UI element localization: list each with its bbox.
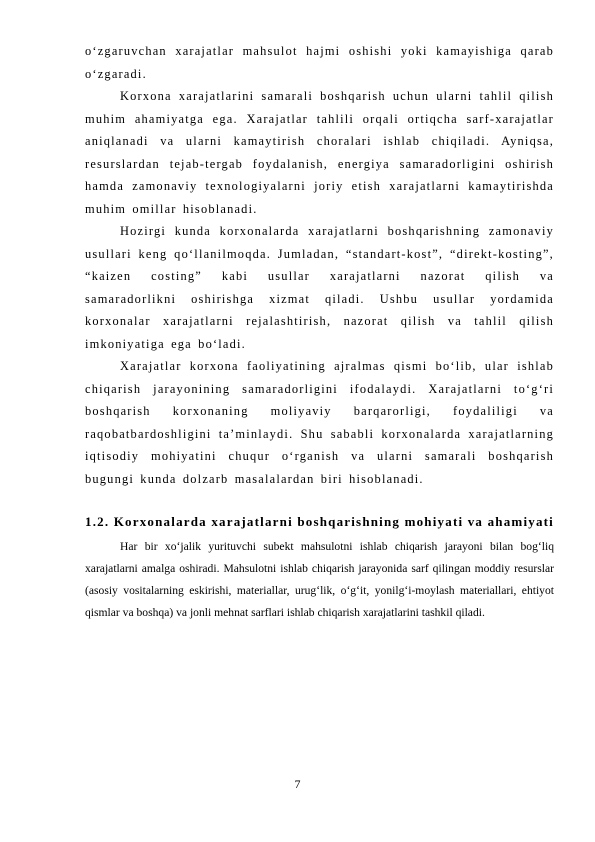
paragraph-4: Xarajatlar korxona faoliyatining ajralmas qismi bo‘lib, ular ishlab chiqarish jarayonining samaradorligini ifodalaydi. Xarajatlarni to‘g‘ri boshqarish korxonaning moliyaviy barqarorligi, foydaliligi va raqobatbardoshligini ta’minlaydi. Shu sababli korxonalarda xarajatlarning iqtisodiy mohiyatini chuqur o‘rganish va ularni samarali boshqarish bugungi kunda dolzarb masalalardan biri hisoblanadi. (85, 359, 554, 486)
paragraph-3: Hozirgi kunda korxonalarda xarajatlarni boshqarishning zamonaviy usullari keng qo‘llanilmoqda. Jumladan, “standart-kost”, “direkt-kosting”, “kaizen costing” kabi usullar xarajatlarni nazorat qilish va samaradorlikni oshirishga xizmat qiladi. Ushbu usullar yordamida korxonalar xarajatlarni rejalashtirish, nazorat qilish va tahlil qilish imkoniyatiga ega bo‘ladi. (85, 224, 554, 351)
paragraph-1: o‘zgaruvchan xarajatlar mahsulot hajmi oshishi yoki kamayishiga qarab o‘zgaradi. (85, 44, 554, 81)
page-number: 7 (294, 777, 301, 791)
section-heading: 1.2. Korxonalarda xarajatlarni boshqarishning mohiyati va ahamiyati (85, 514, 554, 529)
paragraph-2: Korxona xarajatlarini samarali boshqarish uchun ularni tahlil qilish muhim ahamiyatga ega. Xarajatlar tahlili orqali ortiqcha sarf-xarajatlar aniqlanadi va ularni kamaytirish choralari ishlab chiqiladi. Ayniqsa, resurslardan tejab-tergab foydalanish, energiya samaradorligini oshirish hamda zamonaviy texnologiyalarni joriy etish xarajatlarni kamaytirishda muhim omillar hisoblanadi. (85, 89, 554, 216)
document-page (85, 40, 554, 625)
paragraph-5: Har bir xo‘jalik yurituvchi subekt mahsulotni ishlab chiqarish jarayoni bilan bog‘liq xarajatlarni amalga oshiradi. Mahsulotni ishlab chiqarish jarayonida sarf qilingan moddiy resurslar (asosiy vositalarning eskirishi, materiallar, urug‘lik, o‘g‘it, yonilg‘i-moylash materiallari, ehtiyot qismlar va boshqa) va jonli mehnat sarflari ishlab chiqarish xarajatlarini tashkil qiladi. (85, 539, 554, 620)
